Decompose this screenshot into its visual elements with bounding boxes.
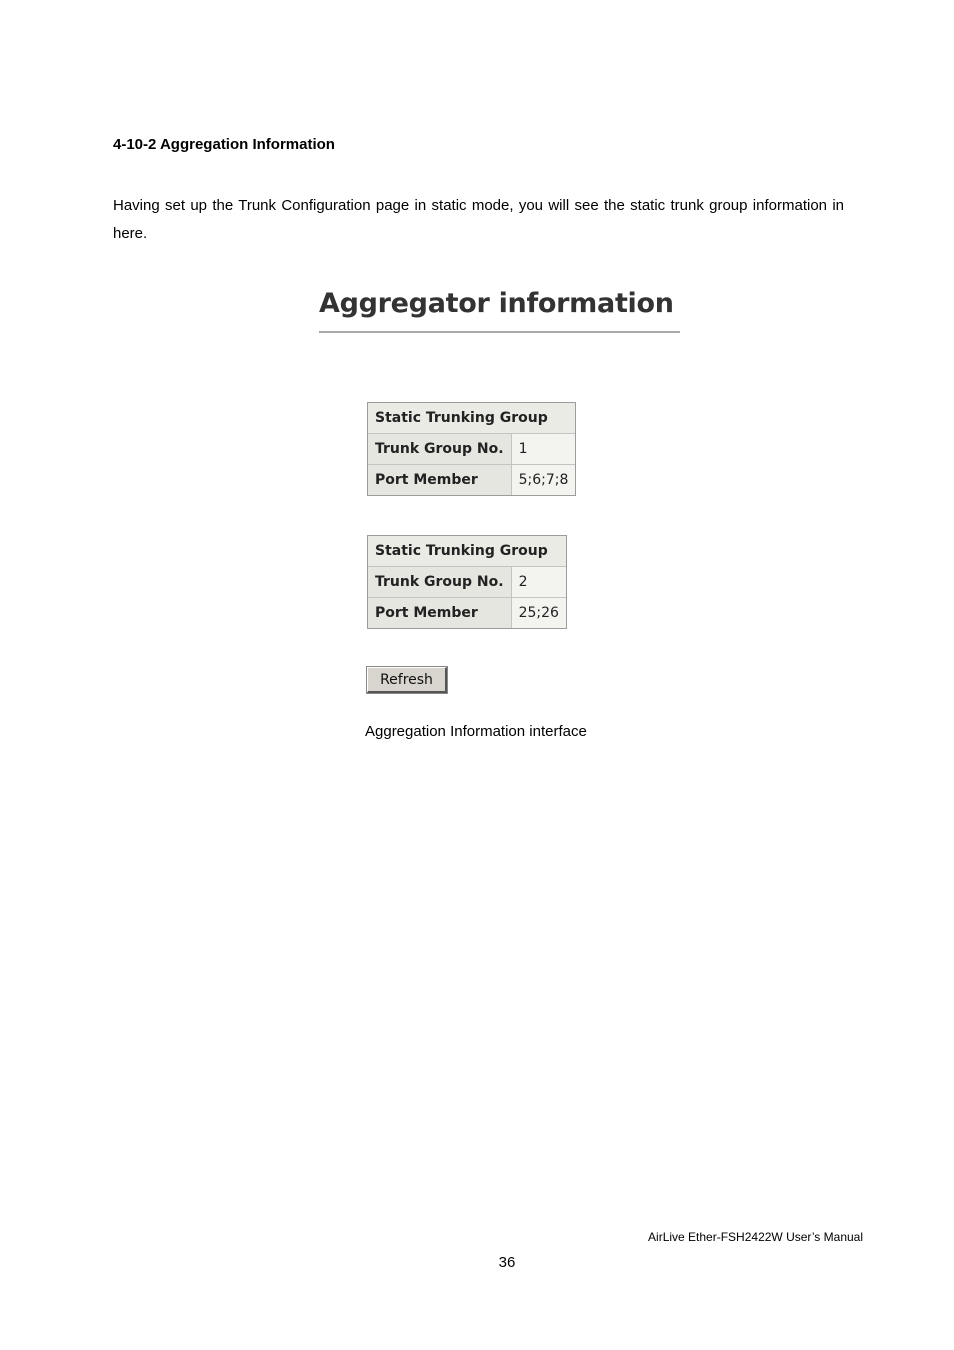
port-member-label: Port Member <box>368 464 511 495</box>
trunk-group-table-1 <box>367 402 576 496</box>
intro-paragraph: Having set up the Trunk Configuration page in static mode, you will see the static trunk group information in here. <box>113 197 844 242</box>
title-divider <box>319 331 680 333</box>
table-row <box>368 597 566 628</box>
table-header-row <box>368 403 575 433</box>
table-row <box>368 464 575 495</box>
trunk-group-header: Static Trunking Group <box>368 403 575 433</box>
trunk-group-table-2 <box>367 535 567 629</box>
port-member-label: Port Member <box>368 597 511 628</box>
trunk-group-no-label: Trunk Group No. <box>368 433 511 464</box>
aggregator-page-title: Aggregator information <box>319 288 674 319</box>
trunk-group-header: Static Trunking Group <box>368 536 566 566</box>
footer-manual-title: AirLive Ether-FSH2422W User’s Manual <box>648 1230 863 1244</box>
table-row <box>368 433 575 464</box>
table-row <box>368 566 566 597</box>
trunk-group-no-value: 1 <box>511 433 576 464</box>
port-member-value: 25;26 <box>511 597 566 628</box>
figure-caption: Aggregation Information interface <box>365 723 587 740</box>
table-header-row <box>368 536 566 566</box>
refresh-button[interactable]: Refresh <box>367 667 447 693</box>
port-member-value: 5;6;7;8 <box>511 464 576 495</box>
trunk-group-no-label: Trunk Group No. <box>368 566 511 597</box>
page-number: 36 <box>498 1254 516 1271</box>
trunk-group-no-value: 2 <box>511 566 566 597</box>
section-heading: 4-10-2 Aggregation Information <box>113 136 335 153</box>
